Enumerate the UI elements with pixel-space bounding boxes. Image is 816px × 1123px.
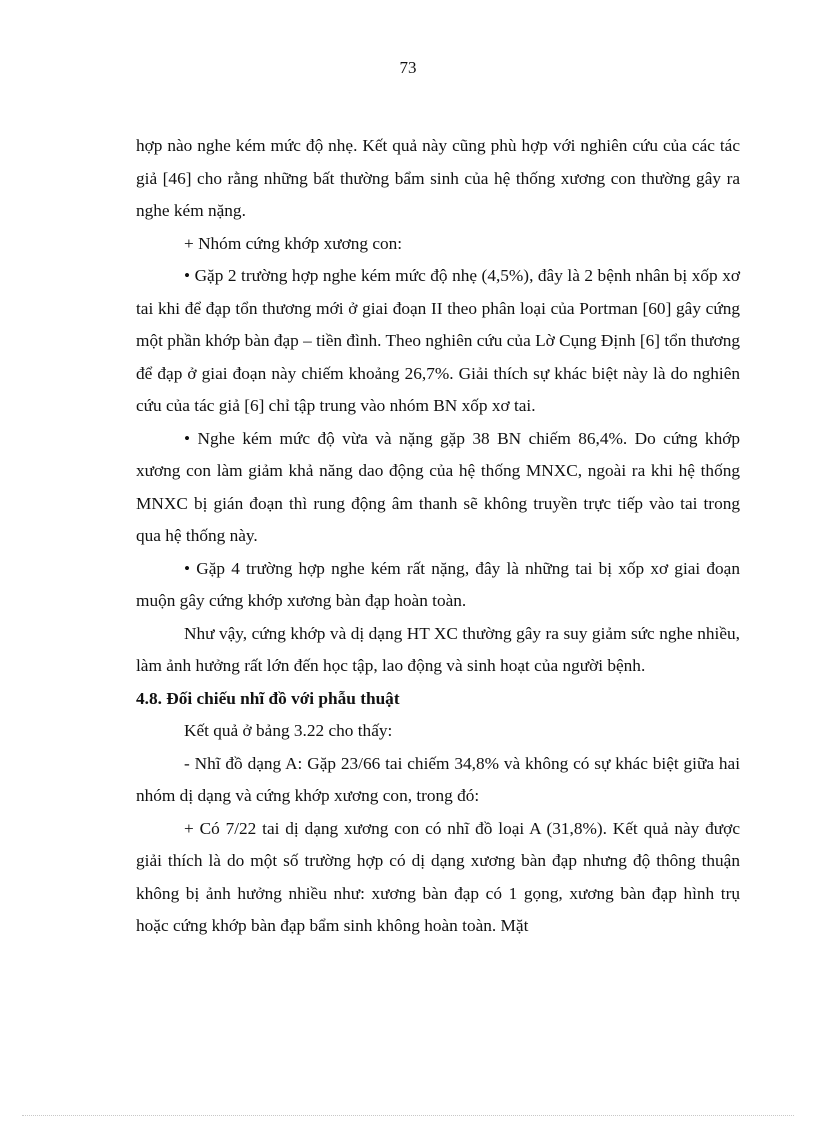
paragraph-table-intro: Kết quả ở bảng 3.22 cho thấy:	[184, 721, 393, 740]
page-number: 73	[399, 58, 417, 77]
paragraph-tympanogram-a: - Nhĩ đồ dạng A: Gặp 23/66 tai chiếm 34,8% và không có sự khác biệt giữa hai nhóm dị dạng và cứng khớp xương con, trong đó:	[136, 753, 740, 805]
paragraph-malformation-detail: + Có 7/22 tai dị dạng xương con có nhĩ đồ loại A (31,8%). Kết quả này được giải thích là do một số trường hợp có dị dạng xương bàn đạp nhưng độ thông thuận không bị ảnh hưởng nhiều như: xương bàn đạp có 1 gọng, xương bàn đạp hình trụ hoặc cứng khớp bàn đạp bẩm sinh không hoàn toàn. Mặt	[136, 818, 740, 935]
paragraph-conclusion: Như vậy, cứng khớp và dị dạng HT XC thường gây ra suy giảm sức nghe nhiều, làm ảnh hưởng rất lớn đến học tập, lao động và sinh hoạt của người bệnh.	[136, 623, 740, 675]
paragraph-bullet-moderate: • Nghe kém mức độ vừa và nặng gặp 38 BN chiếm 86,4%. Do cứng khớp xương con làm giảm khả năng dao động của hệ thống MNXC, ngoài ra khi hệ thống MNXC bị gián đoạn thì rung động âm thanh sẽ không truyền trực tiếp vào tai trong qua hệ thống này.	[136, 428, 740, 545]
footer-divider	[22, 1115, 794, 1116]
paragraph-bullet-mild: • Gặp 2 trường hợp nghe kém mức độ nhẹ (4,5%), đây là 2 bệnh nhân bị xốp xơ tai khi để đạp tổn thương mới ở giai đoạn II theo phân loại của Portman [60] gây cứng một phần khớp bàn đạp – tiền đình. Theo nghiên cứu của Lờ Cụng Định [6] tổn thương để đạp ở giai đoạn này chiếm khoảng 26,7%. Giải thích sự khác biệt này là do nghiên cứu của tác giả [6] chỉ tập trung vào nhóm BN xốp xơ tai.	[136, 266, 740, 415]
paragraph-group-heading: + Nhóm cứng khớp xương con:	[184, 233, 403, 253]
paragraph-bullet-severe: • Gặp 4 trường hợp nghe kém rất nặng, đây là những tai bị xốp xơ giai đoạn muộn gây cứng khớp xương bàn đạp hoàn toàn.	[136, 558, 740, 610]
section-heading: 4.8. Đối chiếu nhĩ đồ với phẫu thuật	[136, 688, 400, 708]
paragraph-continuation: hợp nào nghe kém mức độ nhẹ. Kết quả này cũng phù hợp với nghiên cứu của các tác giả [46] cho rằng những bất thường bẩm sinh của hệ thống xương con thường gây ra nghe kém nặng.	[136, 136, 740, 220]
document-body	[136, 130, 740, 943]
